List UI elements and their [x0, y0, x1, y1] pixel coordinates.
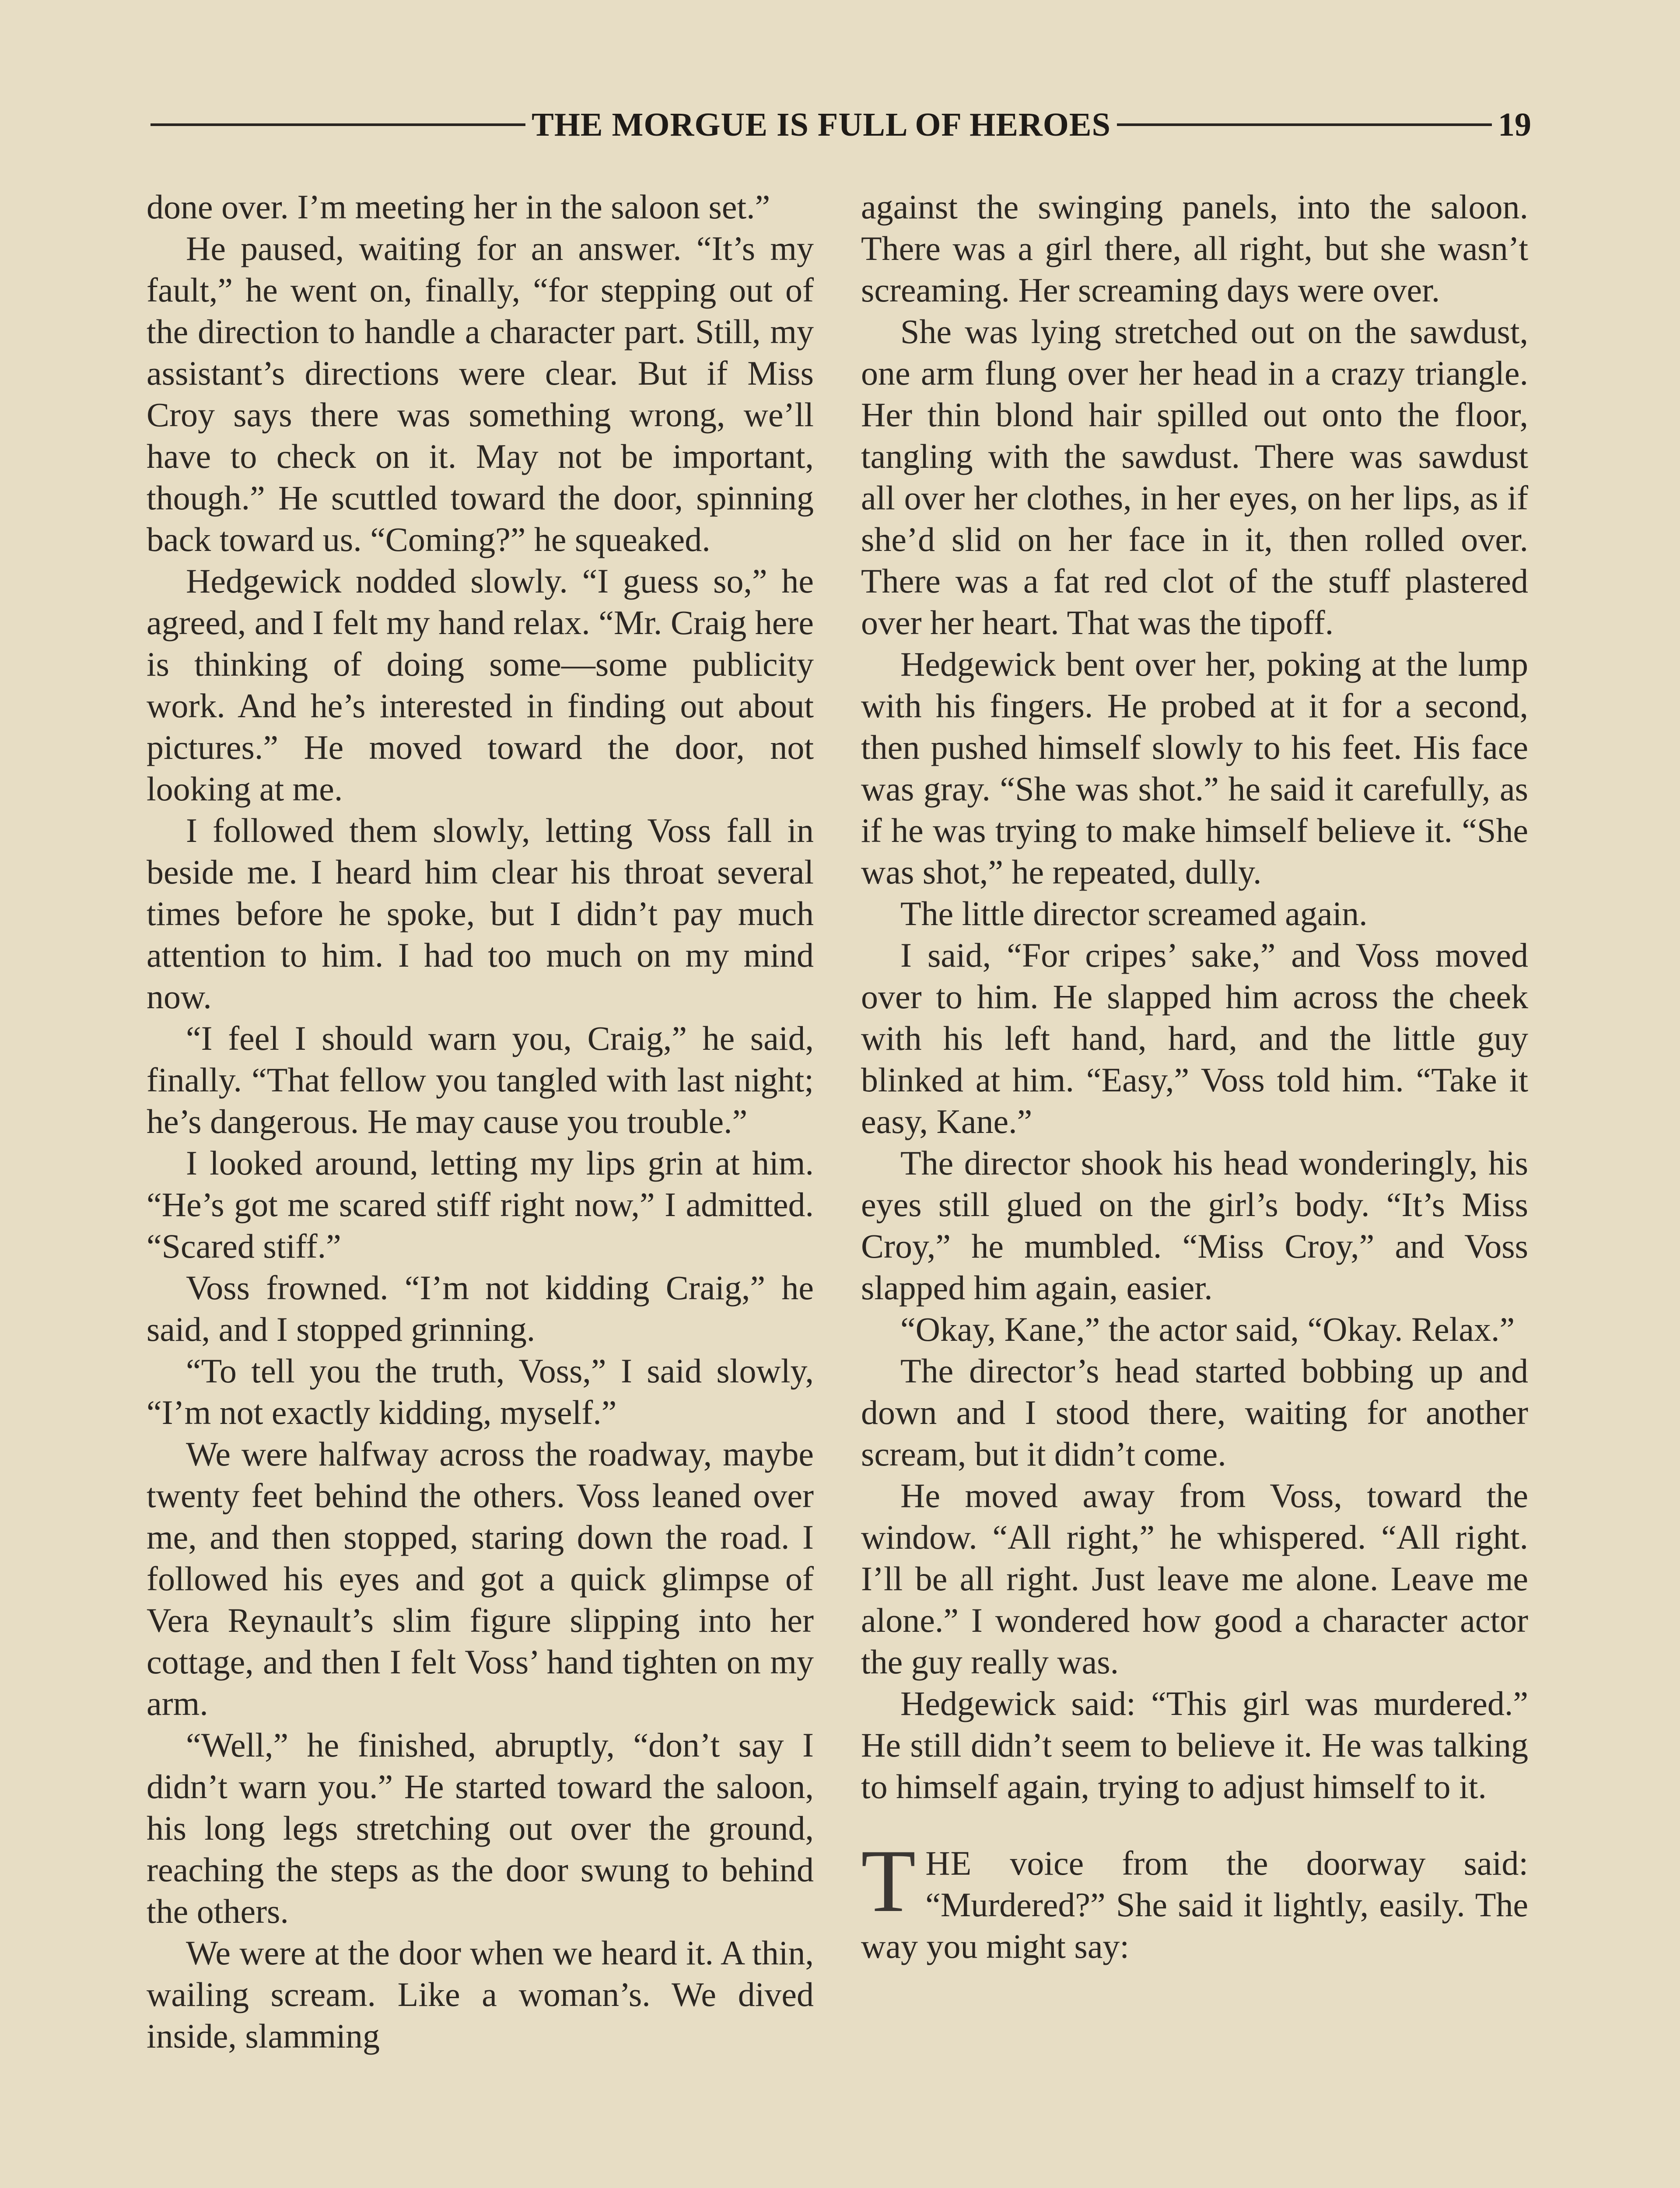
running-header: [144, 98, 1531, 151]
paragraph: Hedgewick nodded slowly. “I guess so,” he agreed, and I felt my hand relax. “Mr. Craig here is thinking of doing some—some publicity work. And he’s interested in finding out about pictures.” He moved toward the door, not looking at me.: [147, 562, 814, 808]
left-column: [147, 186, 814, 2057]
paragraph: The director’s head started bobbing up and down and I stood there, waiting for another scream, but it didn’t come.: [861, 1352, 1528, 1473]
header-rule-left: [150, 123, 525, 126]
paragraph: “I feel I should warn you, Craig,” he said, finally. “That fellow you tangled with last night; he’s dangerous. He may cause you trouble.”: [147, 1019, 814, 1140]
paragraph: “Okay, Kane,” the actor said, “Okay. Relax.”: [900, 1310, 1515, 1348]
header-rule-right: [1117, 123, 1492, 126]
paragraph: Hedgewick bent over her, poking at the lump with his fingers. He probed at it for a second, then pushed himself slowly to his feet. His face was gray. “She was shot.” he said it carefully, as if he was trying to make himself believe it. “She was shot,” he repeated, dully.: [861, 645, 1528, 891]
paragraph-text: voice from the doorway said: “Murdered?” She said it lightly, easily. The way you might say:: [861, 1844, 1528, 1965]
section-opening-paragraph: [861, 1831, 1528, 1967]
paragraph: The little director screamed again.: [900, 894, 1368, 933]
paragraph: The director shook his head wonderingly, his eyes still glued on the girl’s body. “It’s Miss Croy,” he mumbled. “Miss Croy,” and Voss slapped him again, easier.: [861, 1144, 1528, 1307]
paragraph: I looked around, letting my lips grin at him. “He’s got me scared stiff right now,” I admitted. “Scared stiff.”: [147, 1144, 814, 1265]
right-column: [861, 186, 1528, 1967]
paragraph: against the swinging panels, into the saloon. There was a girl there, all right, but she wasn’t screaming. Her screaming days were over.: [861, 188, 1528, 309]
paragraph: We were halfway across the roadway, maybe twenty feet behind the others. Voss leaned over me, and then stopped, staring down the road. I followed his eyes and got a quick glimpse of Vera Reynault’s slim figure slipping into her cottage, and then I felt Voss’ hand tighten on my arm.: [147, 1435, 814, 1722]
paragraph: He paused, waiting for an answer. “It’s my fault,” he went on, finally, “for stepping out of the direction to handle a character part. Still, my assistant’s directions were clear. But if Miss Croy says there was something wrong, we’ll have to check on it. May not be important, though.” He scuttled toward the door, spinning back toward us. “Coming?” he squeaked.: [147, 229, 814, 558]
paragraph: I followed them slowly, letting Voss fall in beside me. I heard him clear his throat several times before he spoke, but I didn’t pay much attention to him. I had too much on my mind now.: [147, 811, 814, 1016]
first-word-caps: HE: [925, 1844, 972, 1882]
paragraph: done over. I’m meeting her in the saloon set.”: [147, 188, 770, 226]
paragraph: “To tell you the truth, Voss,” I said slowly, “I’m not exactly kidding, myself.”: [147, 1352, 814, 1431]
paragraph: Voss frowned. “I’m not kidding Craig,” he said, and I stopped grinning.: [147, 1269, 814, 1348]
drop-cap: T: [861, 1831, 916, 1931]
paragraph: She was lying stretched out on the sawdust, one arm flung over her head in a crazy triangle. Her thin blond hair spilled out onto the floor, tangling with the sawdust. There was sawdust all over her clothes, in her eyes, on her lips, as if she’d slid on her face in it, then rolled over. There was a fat red clot of the stuff plastered over her heart. That was the tipoff.: [861, 312, 1528, 642]
paragraph: We were at the door when we heard it. A thin, wailing scream. Like a woman’s. We dived inside, slamming: [147, 1934, 814, 2055]
paragraph: Hedgewick said: “This girl was murdered.” He still didn’t seem to believe it. He was talking to himself again, trying to adjust himself to it.: [861, 1684, 1528, 1806]
paragraph: He moved away from Voss, toward the window. “All right,” he whispered. “All right. I’ll be all right. Just leave me alone. Leave me alone.” I wondered how good a character actor the guy really was.: [861, 1476, 1528, 1681]
paragraph: I said, “For cripes’ sake,” and Voss moved over to him. He slapped him across the cheek with his left hand, hard, and the little guy blinked at him. “Easy,” Voss told him. “Take it easy, Kane.”: [861, 936, 1528, 1140]
paragraph: “Well,” he finished, abruptly, “don’t say I didn’t warn you.” He started toward the saloon, his long legs stretching out over the ground, reaching the steps as the door swung to behind the others.: [147, 1726, 814, 1930]
page-number: 19: [1498, 106, 1531, 143]
story-title: THE MORGUE IS FULL OF HEROES: [532, 106, 1111, 143]
